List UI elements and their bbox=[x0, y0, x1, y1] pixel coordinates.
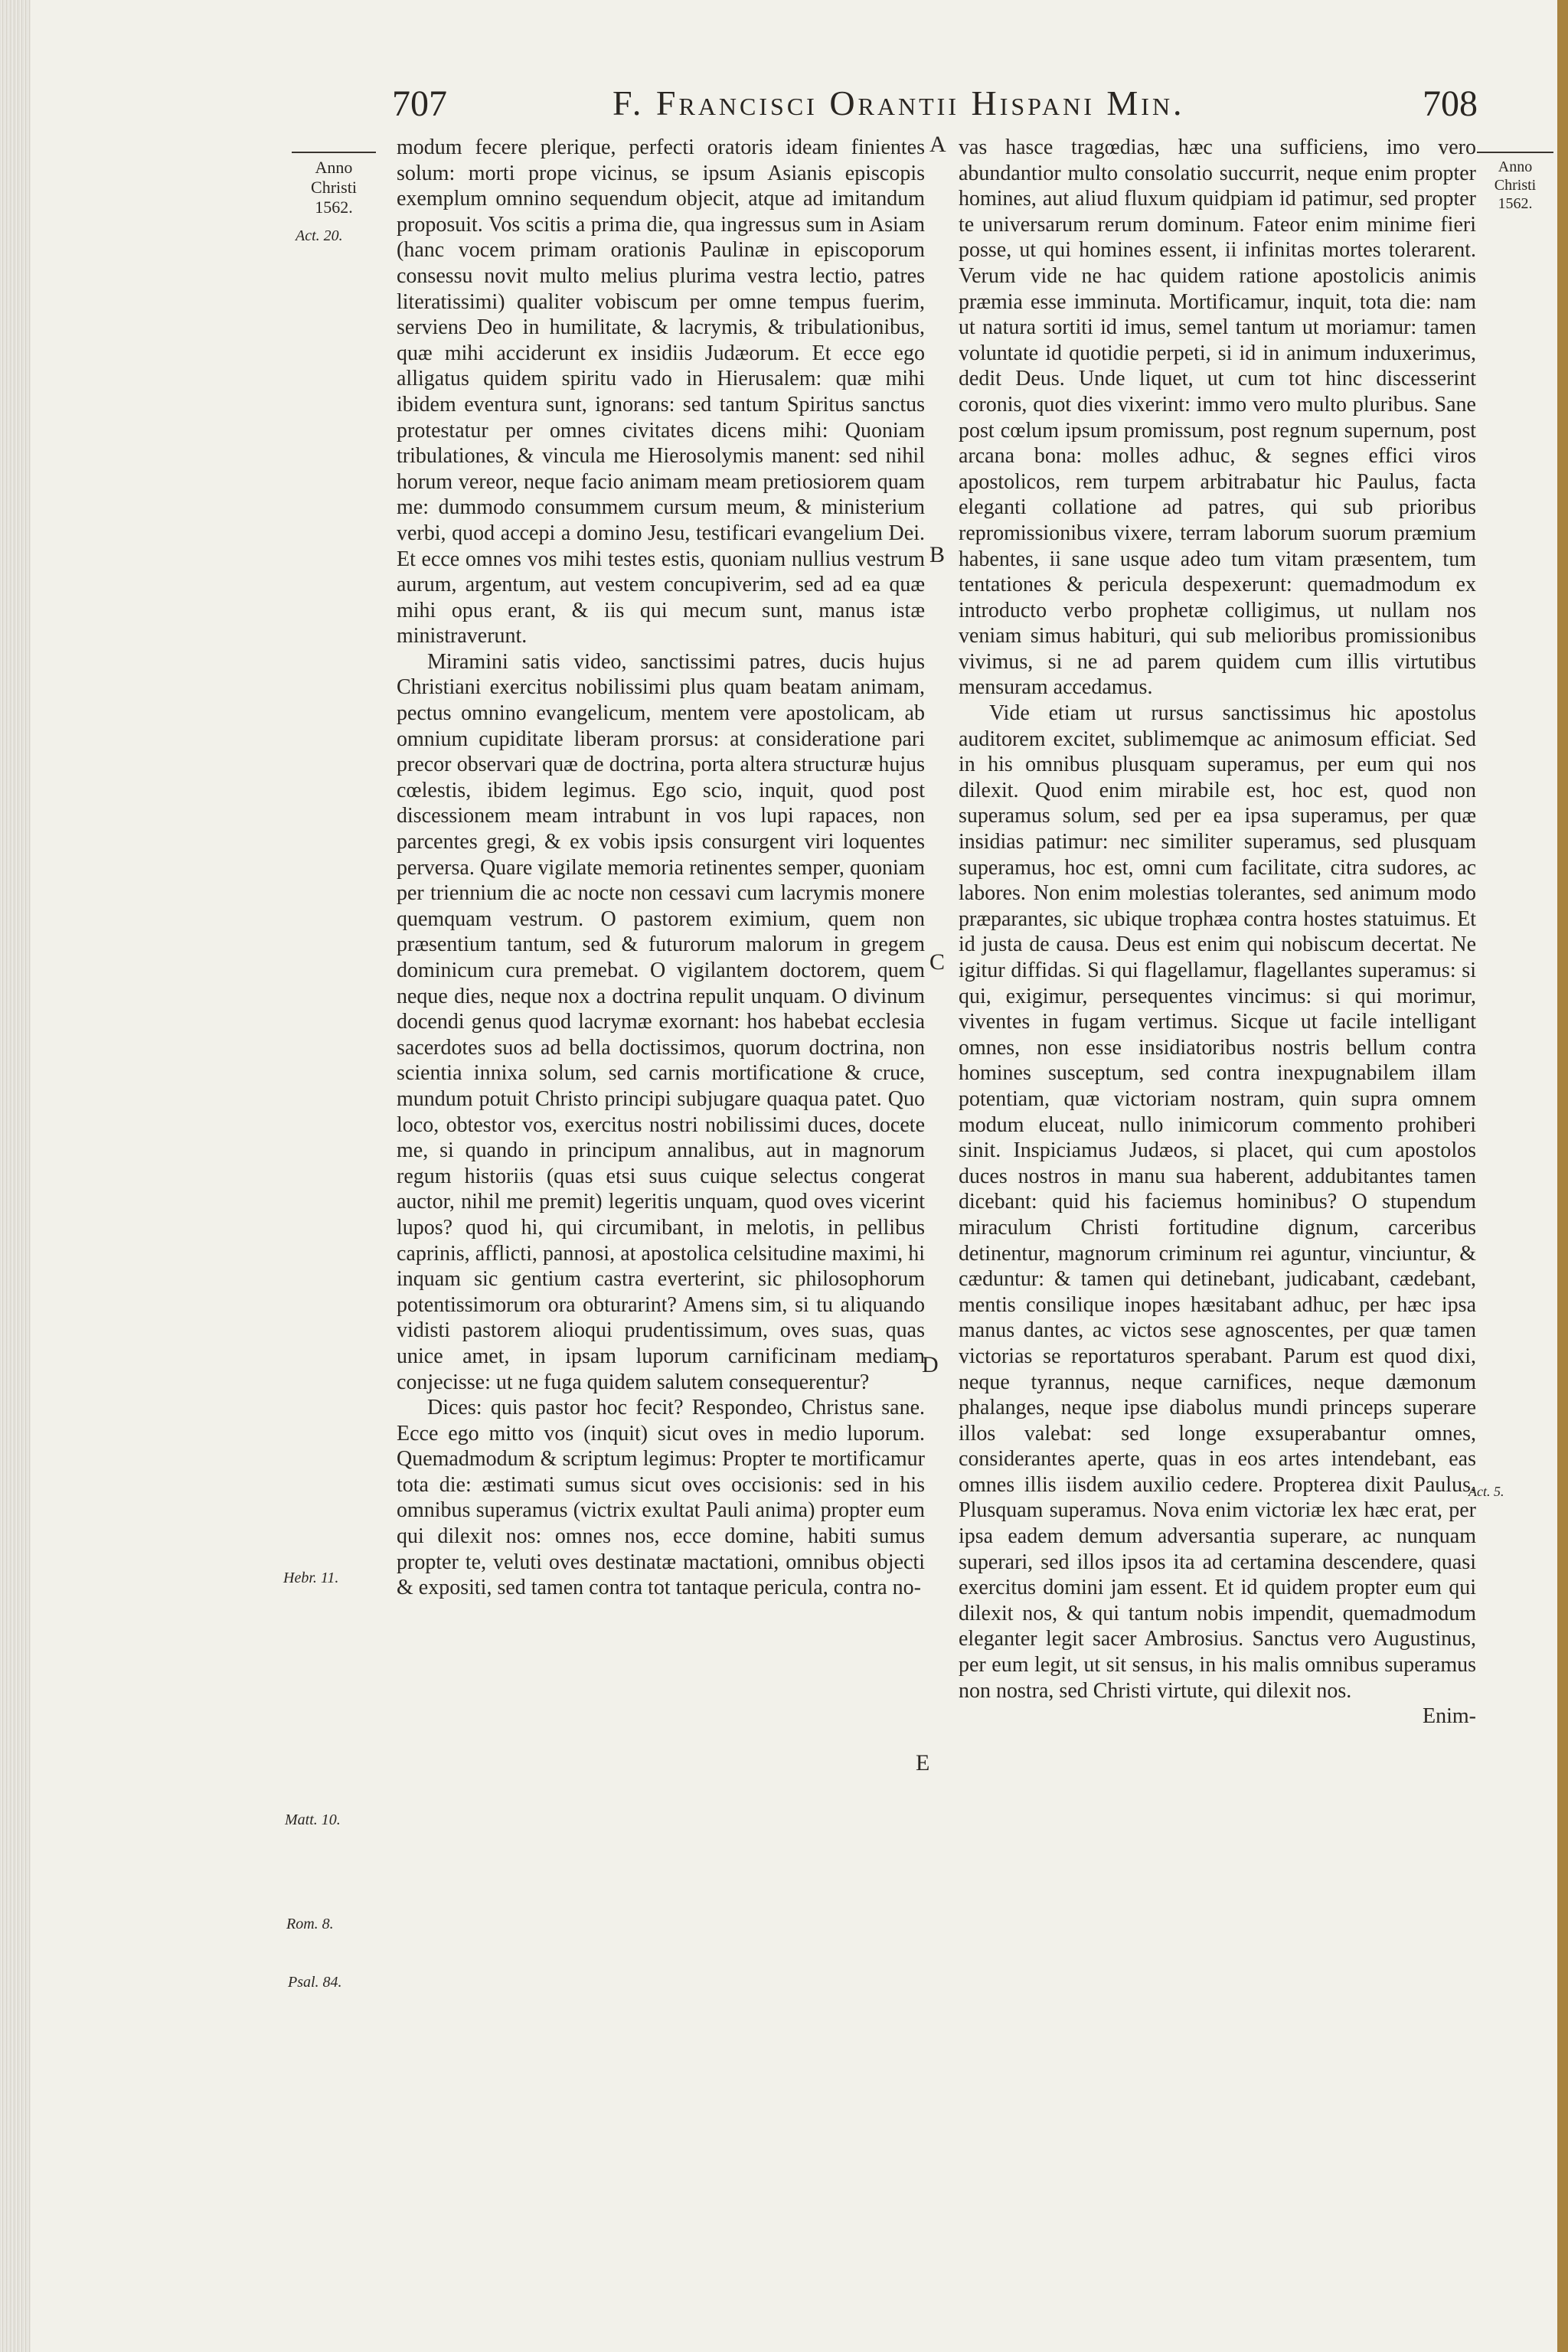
left-anno-note bbox=[288, 152, 380, 217]
right-anno-note bbox=[1470, 152, 1560, 213]
margin-note-hebr11: Hebr. 11. bbox=[283, 1570, 339, 1586]
running-title: F. Francisci Orantii Hispani Min. bbox=[612, 83, 1185, 122]
page-edge-left bbox=[0, 0, 31, 2352]
section-letter-d: D bbox=[922, 1352, 939, 1377]
anno-line: 1562. bbox=[1498, 195, 1533, 212]
section-letter-c: C bbox=[929, 949, 946, 975]
margin-note-act5: Act. 5. bbox=[1468, 1484, 1504, 1499]
paragraph: vas hasce tragœdias, hæc una sufficiens, imo vero abundantior multo consolatio succurrit, neque enim propter homines, aut aliud fluxum quidpiam id patimur, sed propter te universarum rerum dominum. Fateor enim minime fieri posse, ut qui homines essent, ii infinitas mortes tolerarent. Verum vide ne hac quidem ratione apostolicis animis præmia esse imminuta. Mortificamur, inquit, tota die: nam ut natura sortiti id imus, semel tantum ut moriamur: tamen voluntate id quotidie perpeti, si id in animum induxerimus, dedit Deus. Unde liquet, ut cum tot hinc discesserint coronis, quot dies vixerint: immo vero multo pluribus. Sane post cœlum ipsum promissum, post regnum supernum, post arcana bona: molles adhuc, & segnes effici viros apostolicos, rem turpem arbitrabatur hic Paulus, facta eleganti collatione ad patres, qui sub prioribus repromissionibus vixere, terram laborum suorum præmium habentes, ii sane usque adeo tum vitam præsentem, tum tentationes & pericula despexerunt: quemadmodum ex introducto verbo prophetæ colligimus, ut nullam nos veniam simus habituri, qui sub melioribus promissionibus vivimus, si ne ad parem quidem cum illis virtutibus mensuram accedamus. bbox=[959, 136, 1476, 700]
anno-line: Christi bbox=[311, 178, 357, 197]
anno-line: Anno bbox=[1498, 158, 1533, 175]
left-text-column bbox=[397, 135, 925, 1601]
anno-line: Anno bbox=[315, 158, 353, 177]
section-letter-e: E bbox=[916, 1750, 930, 1775]
margin-note-psal84: Psal. 84. bbox=[288, 1974, 342, 1991]
margin-note-rom8: Rom. 8. bbox=[286, 1916, 334, 1932]
section-letter-b: B bbox=[929, 542, 946, 567]
left-page-number: 707 bbox=[392, 83, 447, 124]
right-text-column bbox=[959, 135, 1476, 1730]
right-page-number: 708 bbox=[1423, 83, 1478, 124]
anno-rule bbox=[292, 152, 376, 153]
paragraph: Vide etiam ut rursus sanctissimus hic apostolus auditorem excitet, sublimemque ac animosum efficiat. Sed in his omnibus plusquam superamus, per eum qui nos dilexit. Quod enim mirabile est, hoc est, quod non superamus solum, sed per ea ipsa superamus, per quæ insidias patimur: nec similiter superamus, sed plusquam superamus, hoc est, omni cum facilitate, citra sudores, ac labores. Non enim molestias tolerantes, sed animum modo præparantes, sic ubique trophæa contra hostes statuimus. Et id justa de causa. Deus est enim qui nobiscum decertat. Ne igitur diffidas. Si qui flagellamur, flagellantes superamus: si qui, exigimur, persequentes vincimus: si qui morimur, viventes in fugam vertimus. Sicque ut facile intelligant omnes, non esse insidiatoribus nostris bellum contra homines susceptum, sed contra inexpugnabilem illam potentiam, quæ victoriam nostram, quin supra omnem modum eluceat, nullo inimicorum commento prohiberi sinit. Inspiciamus Judæos, si placet, qui cum apostolos duces nostros in manu sua haberent, addubitantes tamen dicebant: quid his faciemus hominibus? O stupendum miraculum Christi fortitudine dignum, carceribus detinentur, magnorum criminum rei aguntur, vinciuntur, & cæduntur: & tamen qui detinebant, judicabant, cædebant, mentis consilique inopes hæsitabant adhuc, per hæc ipsa manus dantes, ac victos sese agnoscentes, per quæ tamen victorias se reportaturos sperabant. Parum est quod dixi, neque tyrannus, neque carnifices, neque dæmonum phalanges, neque ipse diabolus mundi princeps superare illos valebat: sed longe exsuperabantur omnes, considerantes aperte, quas in eos artes intendebant, eas omnes illis iisdem auxilio cedere. Propterea dixit Paulus. Plusquam superamus. Nova enim victoriæ lex hæc erat, per ipsa eadem demum adversantia superare, ac nunquam superari, sed illos ipsos ita ad certamina descendere, quasi exercitus domini jam essent. Et id quidem propter eum qui dilexit nos, & qui tantum nobis impendit, quemadmodum eleganter legit sacer Ambrosius. Sanctus vero Augustinus, per eum legit, ut sit sensus, in his malis omnibus superamus non nostra, sed Christi virtute, qui dilexit nos. bbox=[959, 701, 1476, 1703]
paragraph: Miramini satis video, sanctissimi patres, ducis hujus Christiani exercitus nobilissimi plus quam beatam animam, pectus omnino evangelicum, mentem vere apostolicam, ab omnium cupiditate liberam prorsus: at consideratione pari precor observari quæ de doctrina, porta altera structuræ hujus cœlestis, ibidem legimus. Ego scio, inquit, quod post discessionem meam intrabunt in vos lupi rapaces, non parcentes gregi, & ex vobis ipsis consurgent viri loquentes perversa. Quare vigilate memoria retinentes semper, quoniam per triennium die ac nocte non cessavi cum lacrymis monere quemquam vestrum. O pastorem eximium, quem non præsentium tantum, sed & futurorum malorum in gregem dominicum cura premebat. O vigilantem doctorem, quem neque dies, neque nox a doctrina repulit unquam. O divinum docendi genus quod lacrymæ exornant: hos habebat ecclesia sacerdotes suos ad bella doctissimos, quorum doctrina, non scientia innixa solum, sed carnis mortificatione & cruce, mundum potuit Christo principi subjugare quaqua patet. Quo loco, obtestor vos, exercitus nostri nobilissimi duces, docete me, si quando in principum annalibus, aut in magnorum regum historiis (quas etsi suus cuique selectus congerat auctor, nihil me premit) legeritis unquam, quod oves vicerint lupos? quod hi, qui circumibant, in melotis, in pellibus caprinis, afflicti, pannosi, at apostolica celsitudine maximi, hi inquam sic gentium castra everterint, sic philosophorum potentissimorum ora obturarint? Amens sim, si tu aliquando vidisti pastorem alioqui prudentissimum, oves suas, quas unice amet, in ipsam luporum carnificinam mediam conjecisse: ut ne fuga quidem salutem consequerentur? bbox=[397, 649, 925, 1394]
anno-line: 1562. bbox=[315, 198, 353, 217]
section-letter-a: A bbox=[929, 132, 946, 157]
margin-note-act20: Act. 20. bbox=[296, 227, 343, 244]
paragraph: modum fecere plerique, perfecti oratoris ideam finientes solum: morti prope vicinus, se ipsum Asianis episcopis exemplum omnino sequendum objecit, atque ad imitandum proposuit. Vos scitis a prima die, qua ingressus sum in Asiam (hanc vocem primam orationis Paulinæ in episcoporum consessu novit multo melius plurima vestra lectio, patres literatissimi) qualiter vobiscum per omne tempus fuerim, serviens Deo in humilitate, & lacrymis, & tribulationibus, quæ mihi acciderunt ex insidiis Judæorum. Et ecce ego alligatus quidem spiritu vado in Hierusalem: quæ mihi ibidem eventura sunt, ignorans: sed tantum Spiritus sanctus protestatur per omnes civitates dicens mihi: Quoniam tribulationes, & vincula me Hierosolymis manent: sed nihil horum vereor, neque facio animam meam pretiosiorem quam me: dummodo consummem cursum meum, & ministerium verbi, quod accepi a domino Jesu, testificari evangelium Dei. Et ecce omnes vos mihi testes estis, quoniam nullius vestrum aurum, argentum, aut vestem concupiverim, sed ad ea quæ mihi opus erant, & iis qui mecum sunt, manus istæ ministraverunt. bbox=[397, 136, 925, 648]
anno-rule bbox=[1477, 152, 1553, 153]
catchword: Enim- bbox=[1423, 1704, 1476, 1729]
margin-note-matt10: Matt. 10. bbox=[285, 1811, 341, 1828]
paragraph: Dices: quis pastor hoc fecit? Respondeo, Christus sane. Ecce ego mitto vos (inquit) sicut oves in medio luporum. Quemadmodum & scriptum legimus: Propter te mortificamur tota die: æstimati sumus sicut oves occisionis: sed in his omnibus superamus (victrix exultat Pauli anima) propter eum qui dilexit nos: omnes nos, ecce domine, habiti sumus propter te, veluti oves destinatæ mactationi, omnibus objecti & expositi, sed tamen contra tot tantaque pericula, contra no- bbox=[397, 1396, 925, 1600]
page-edge-right bbox=[1557, 0, 1568, 2352]
anno-line: Christi bbox=[1494, 177, 1537, 194]
